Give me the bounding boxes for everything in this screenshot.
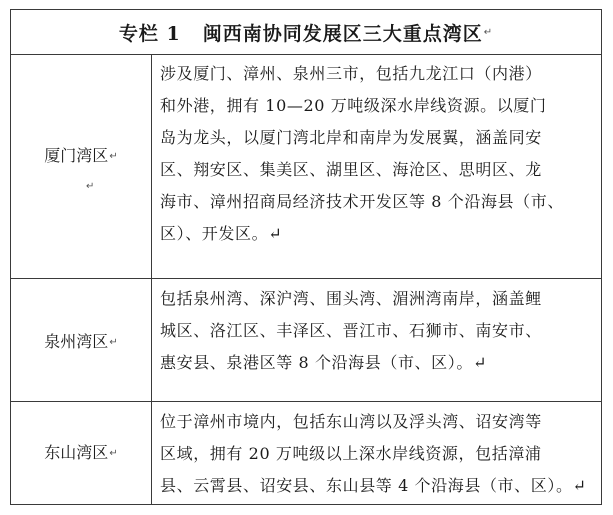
region-name-cell	[11, 279, 152, 401]
title-text: 闽西南协同发展区三大重点湾区	[202, 22, 483, 45]
region-description: 位于漳州市境内，包括东山湾以及浮头湾、诏安湾等 区域，拥有 20 万吨级以上深水岸线资源，包括漳浦 县、云霄县、诏安县、东山县等 4 个沿海县（市、区）。↵	[160, 412, 587, 495]
region-name: 东山湾区↵	[44, 443, 118, 462]
table-row	[11, 279, 601, 402]
paragraph-mark-icon: ↵	[483, 26, 494, 38]
region-name-cell	[11, 54, 152, 278]
table-row	[11, 54, 601, 279]
region-name: 厦门湾区↵	[44, 146, 118, 165]
region-description: 涉及厦门、漳州、泉州三市，包括九龙江口（内港） 和外港，拥有 10—20 万吨级深水岸线资源。以厦门 岛为龙头，以厦门湾北岸和南岸为发展翼，涵盖同安 区、翔安区、集美区、湖里区、海沧区、思明区、龙 海市、漳州招商局经济技术开发区等 8 个沿海县（市、 区）、开发区。↵	[160, 64, 564, 243]
table-row	[11, 402, 601, 504]
region-name-cell	[11, 402, 152, 504]
feature-box-table	[10, 9, 602, 505]
column-label: 专栏 1	[118, 22, 181, 45]
region-description: 包括泉州湾、深沪湾、围头湾、湄洲湾南岸，涵盖鲤 城区、洛江区、丰泽区、晋江市、石狮市、南安市、 惠安县、泉港区等 8 个沿海县（市、区）。↵	[160, 289, 542, 372]
region-name: 泉州湾区↵	[44, 332, 118, 351]
paragraph-mark-icon: ↵	[86, 181, 95, 192]
table-title	[11, 10, 601, 55]
